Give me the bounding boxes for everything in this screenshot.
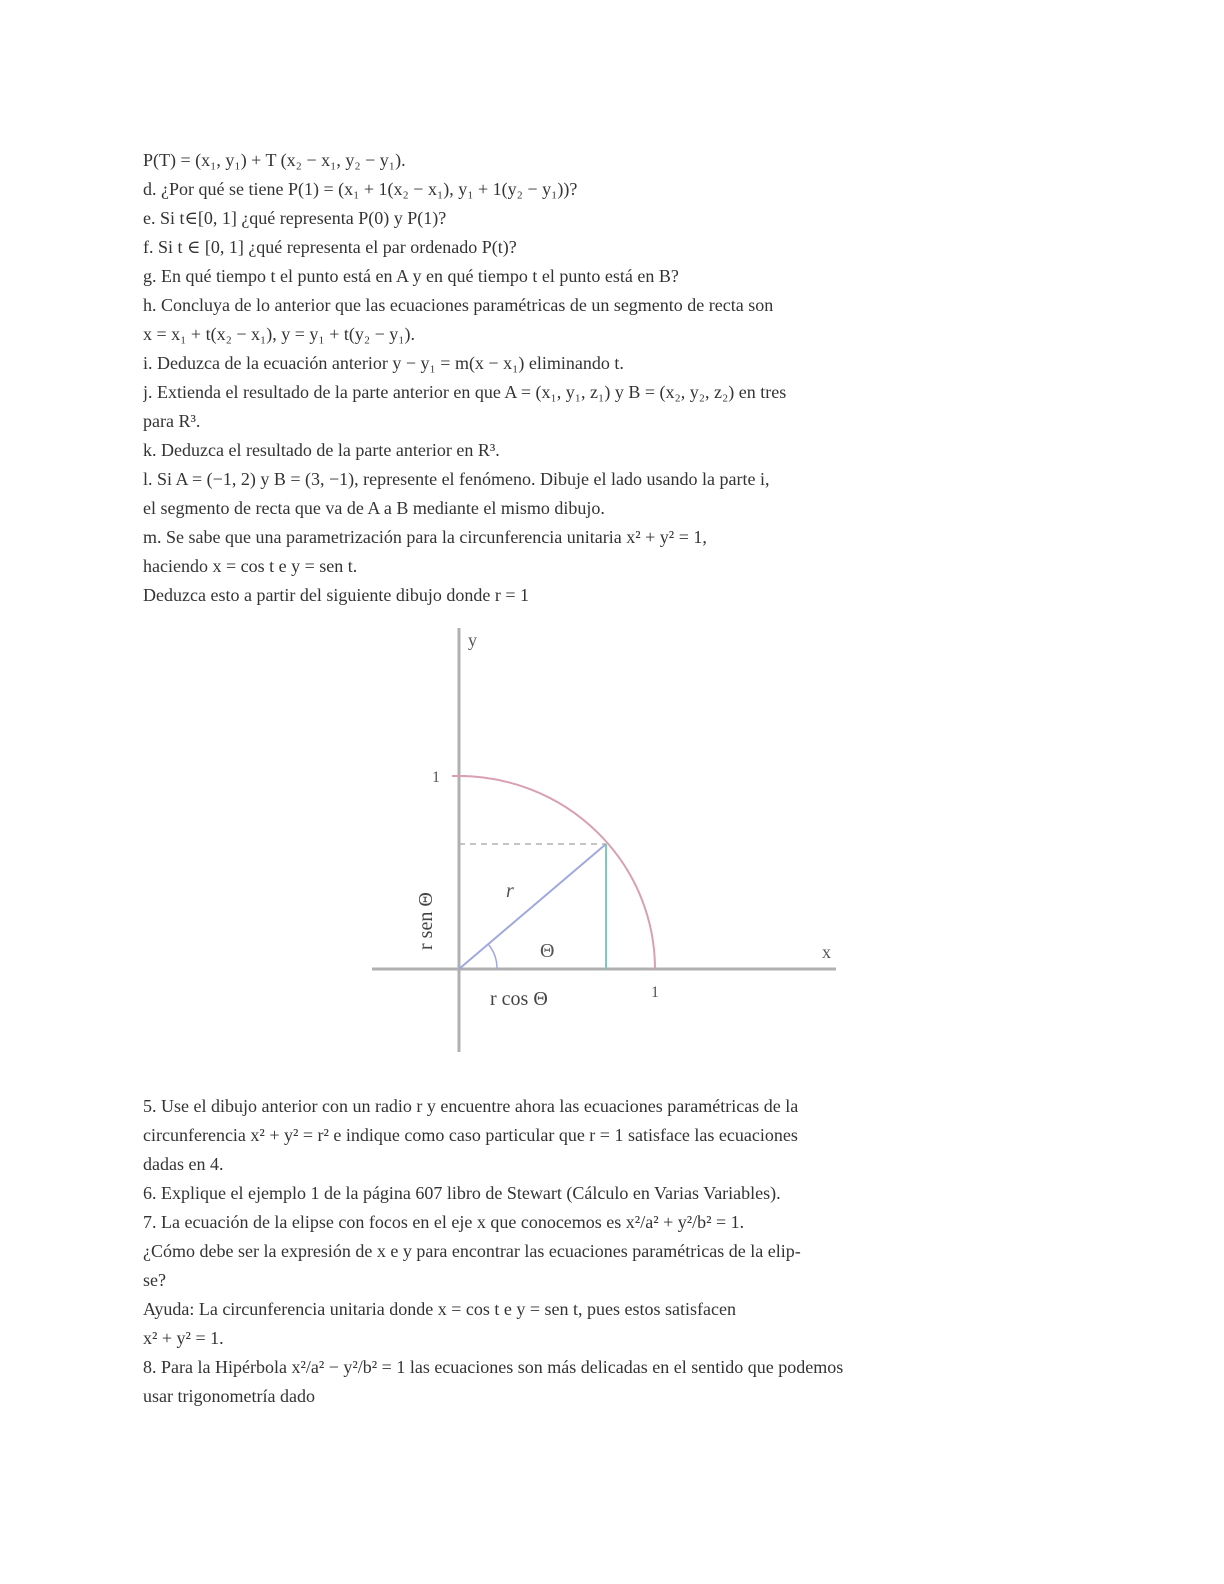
text-line: circunferencia x² + y² = r² e indique como caso particular que r = 1 satisface las ecuaciones (143, 1125, 798, 1145)
text-line: haciendo x = cos t e y = sen t. (143, 556, 358, 576)
text-line: j. Extienda el resultado de la parte anterior en que A = (x₁, y₁, z₁) y B = (x₂, y₂, z₂) en tres (143, 382, 787, 402)
text-line: l. Si A = (−1, 2) y B = (3, −1), represente el fenómeno. Dibuje el lado usando la parte i, (143, 469, 770, 489)
text-line: d. ¿Por qué se tiene P(1) = (x₁ + 1(x₂ − x₁), y₁ + 1(y₂ − y₁))? (143, 179, 578, 199)
horizontal-label: r cos Θ (490, 988, 548, 1010)
one-label-x: 1 (651, 984, 659, 1001)
text-line: i. Deduzca de la ecuación anterior y − y₁ = m(x − x₁) eliminando t. (143, 353, 624, 373)
text-line: el segmento de recta que va de A a B mediante el mismo dibujo. (143, 498, 605, 518)
text-line: m. Se sabe que una parametrización para la circunferencia unitaria x² + y² = 1, (143, 527, 707, 547)
text-line: Deduzca esto a partir del siguiente dibujo donde r = 1 (143, 585, 530, 605)
x-axis-label: x (822, 942, 831, 962)
text-line: Ayuda: La circunferencia unitaria donde x = cos t e y = sen t, pues estos satisfacen (143, 1299, 736, 1319)
text-line: P(T) = (x₁, y₁) + T (x₂ − x₁, y₂ − y₁). (143, 150, 406, 170)
text-line: g. En qué tiempo t el punto está en A y en qué tiempo t el punto está en B? (143, 266, 679, 286)
text-line: 7. La ecuación de la elipse con focos en el eje x que conocemos es x²/a² + y²/b² = 1. (143, 1212, 745, 1232)
text-line: se? (143, 1270, 166, 1290)
vertical-label: r sen Θ (415, 892, 437, 950)
angle-arc (488, 944, 497, 969)
radius-label: r (506, 880, 514, 902)
text-line: f. Si t ∈ [0, 1] ¿qué representa el par ordenado P(t)? (143, 237, 517, 257)
bottom-text-block (143, 1092, 1068, 1411)
quarter-circle-arc (459, 776, 655, 969)
text-line: 8. Para la Hipérbola x²/a² − y²/b² = 1 las ecuaciones son más delicadas en el sentido que podemos (143, 1357, 844, 1377)
text-line: e. Si t∈[0, 1] ¿qué representa P(0) y P(1)? (143, 208, 447, 228)
text-line: k. Deduzca el resultado de la parte anterior en R³. (143, 440, 500, 460)
text-line: ¿Cómo debe ser la expresión de x e y para encontrar las ecuaciones paramétricas de la elip- (143, 1241, 801, 1261)
radius-line (459, 844, 606, 969)
text-line: h. Concluya de lo anterior que las ecuaciones paramétricas de un segmento de recta son (143, 295, 774, 315)
angle-label: Θ (540, 940, 555, 962)
text-line: dadas en 4. (143, 1154, 224, 1174)
one-label-y: 1 (432, 769, 440, 786)
text-line: usar trigonometría dado (143, 1386, 315, 1406)
text-line: x = x₁ + t(x₂ − x₁), y = y₁ + t(y₂ − y₁). (143, 324, 416, 344)
y-axis-label: y (468, 630, 477, 650)
text-line: 5. Use el dibujo anterior con un radio r y encuentre ahora las ecuaciones paramétricas de la (143, 1096, 799, 1116)
text-line: x² + y² = 1. (143, 1328, 224, 1348)
text-line: para R³. (143, 411, 201, 431)
text-line: 6. Explique el ejemplo 1 de la página 607 libro de Stewart (Cálculo en Varias Variables). (143, 1183, 781, 1203)
